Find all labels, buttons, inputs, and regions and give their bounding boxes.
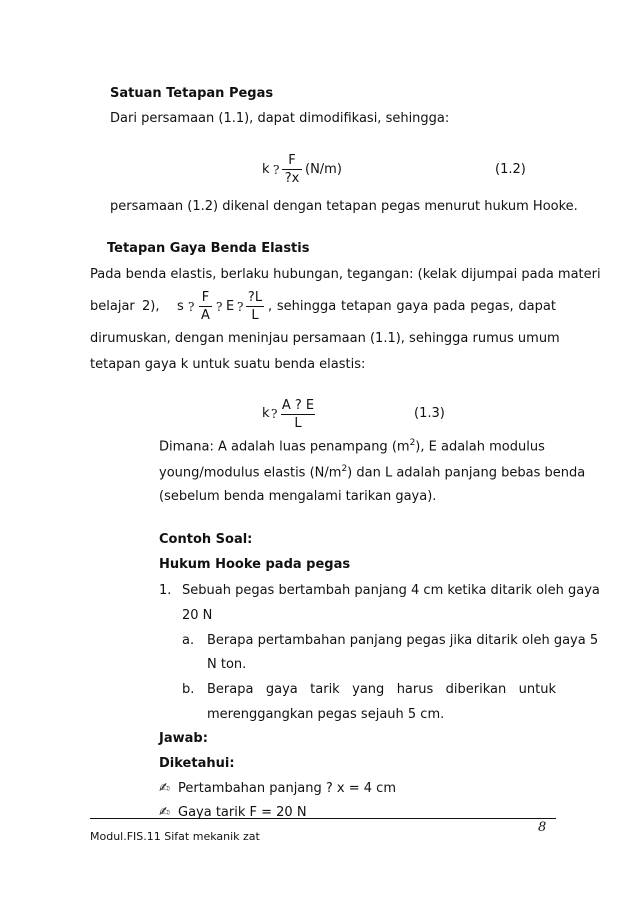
stress-symbol: s xyxy=(177,299,184,314)
superscript: 2 xyxy=(341,464,348,474)
eq-symbol: ? xyxy=(271,407,278,421)
text: ) dan L adalah panjang bebas benda xyxy=(347,465,586,481)
paragraph-line-4: tetapan gaya k untuk suatu benda elastis: xyxy=(90,357,366,372)
paragraph-line-3: dirumuskan, dengan meninjau persamaan (1.1), sehingga rumus umum xyxy=(90,331,560,346)
word: pegas, xyxy=(470,299,514,314)
footer-divider xyxy=(90,818,556,819)
eq-numerator: F xyxy=(288,153,296,168)
eq-numerator: F xyxy=(201,290,210,305)
eq-symbol: ? xyxy=(216,300,223,314)
eq-number: (1.3) xyxy=(414,406,445,421)
pen-bullet-icon: ✍ xyxy=(159,781,170,796)
where-line-2 xyxy=(159,464,585,480)
word: , xyxy=(268,299,273,314)
word: pada xyxy=(433,299,466,314)
fraction-bar xyxy=(199,306,212,307)
word: tarik xyxy=(310,682,340,697)
paragraph-intro: Dari persamaan (1.1), dapat dimodifikasi, sehingga: xyxy=(110,111,450,126)
word: dapat xyxy=(518,299,556,314)
stress-fraction xyxy=(199,290,212,323)
eq-symbol: ? xyxy=(188,300,195,314)
eq-fraction xyxy=(281,398,315,431)
word: Berapa xyxy=(207,682,254,697)
where-line-1 xyxy=(159,438,556,454)
word: tetapan xyxy=(341,299,392,314)
known-heading: Diketahui: xyxy=(159,756,235,771)
text: young/modulus elastis (N/m xyxy=(159,465,342,481)
word: 2), xyxy=(142,299,160,314)
justified-words xyxy=(268,299,556,314)
word: yang xyxy=(352,682,385,697)
modulus-symbol: E xyxy=(226,299,235,314)
eq-denominator: A xyxy=(201,308,210,323)
eq-lhs: k xyxy=(262,406,270,421)
list-item-number: 1. xyxy=(159,583,172,598)
page-number: 8 xyxy=(538,820,547,835)
list-item-line-1: Sebuah pegas bertambah panjang 4 cm ketika ditarik oleh gaya xyxy=(182,583,600,598)
text: Dimana: A adalah luas penampang (m xyxy=(159,439,410,455)
section-heading-satuan: Satuan Tetapan Pegas xyxy=(110,86,274,101)
superscript: 2 xyxy=(409,438,416,448)
eq-lhs: k xyxy=(262,162,270,177)
paragraph-after-eq: persamaan (1.2) dikenal dengan tetapan pegas menurut hukum Hooke. xyxy=(110,199,578,214)
eq-symbol: ? xyxy=(273,163,280,177)
word: belajar xyxy=(90,299,135,314)
where-line-3: (sebelum benda mengalami tarikan gaya). xyxy=(159,489,437,504)
eq-denominator: L xyxy=(294,416,302,431)
eq-denominator: L xyxy=(251,308,259,323)
word: diberikan xyxy=(445,682,507,697)
sub-item-a-line-1: Berapa pertambahan panjang pegas jika ditarik oleh gaya 5 xyxy=(207,633,599,648)
bullet-2: Gaya tarik F = 20 N xyxy=(178,805,307,820)
paragraph-line-1: Pada benda elastis, berlaku hubungan, tegangan: (kelak dijumpai pada materi xyxy=(90,267,601,282)
footer-module: Modul.FIS.11 Sifat mekanik zat xyxy=(90,830,260,843)
fraction-bar xyxy=(281,414,315,415)
sub-item-a-label: a. xyxy=(182,633,195,648)
list-item-line-2: 20 N xyxy=(182,608,213,623)
strain-fraction xyxy=(246,290,264,323)
eq-numerator: ?L xyxy=(247,290,263,305)
where-text xyxy=(159,438,545,454)
answer-heading: Jawab: xyxy=(159,731,208,746)
bullet-1: Pertambahan panjang ? x = 4 cm xyxy=(178,781,396,796)
pen-bullet-icon: ✍ xyxy=(159,805,170,820)
text: ), E adalah modulus xyxy=(415,439,545,455)
eq-fraction xyxy=(282,153,302,186)
eq-number: (1.2) xyxy=(495,162,526,177)
sub-item-b-label: b. xyxy=(182,682,195,697)
word: harus xyxy=(396,682,434,697)
eq-symbol: ? xyxy=(237,300,244,314)
eq-unit: (N/m) xyxy=(305,162,342,177)
eq-denominator: ?x xyxy=(284,171,300,186)
word: untuk xyxy=(518,682,556,697)
eq-numerator: A ? E xyxy=(281,398,315,413)
word: gaya xyxy=(396,299,429,314)
sub-item-b-line-1 xyxy=(207,682,556,697)
sub-item-b-line-2: merenggangkan pegas sejauh 5 cm. xyxy=(207,707,445,722)
example-heading: Contoh Soal: xyxy=(159,532,253,547)
fraction-bar xyxy=(282,169,302,170)
fraction-bar xyxy=(246,306,264,307)
word: sehingga xyxy=(276,299,337,314)
section-heading-tetapan: Tetapan Gaya Benda Elastis xyxy=(107,241,310,256)
word: gaya xyxy=(265,682,298,697)
example-subheading: Hukum Hooke pada pegas xyxy=(159,557,351,572)
sub-item-a-line-2: N ton. xyxy=(207,657,247,672)
